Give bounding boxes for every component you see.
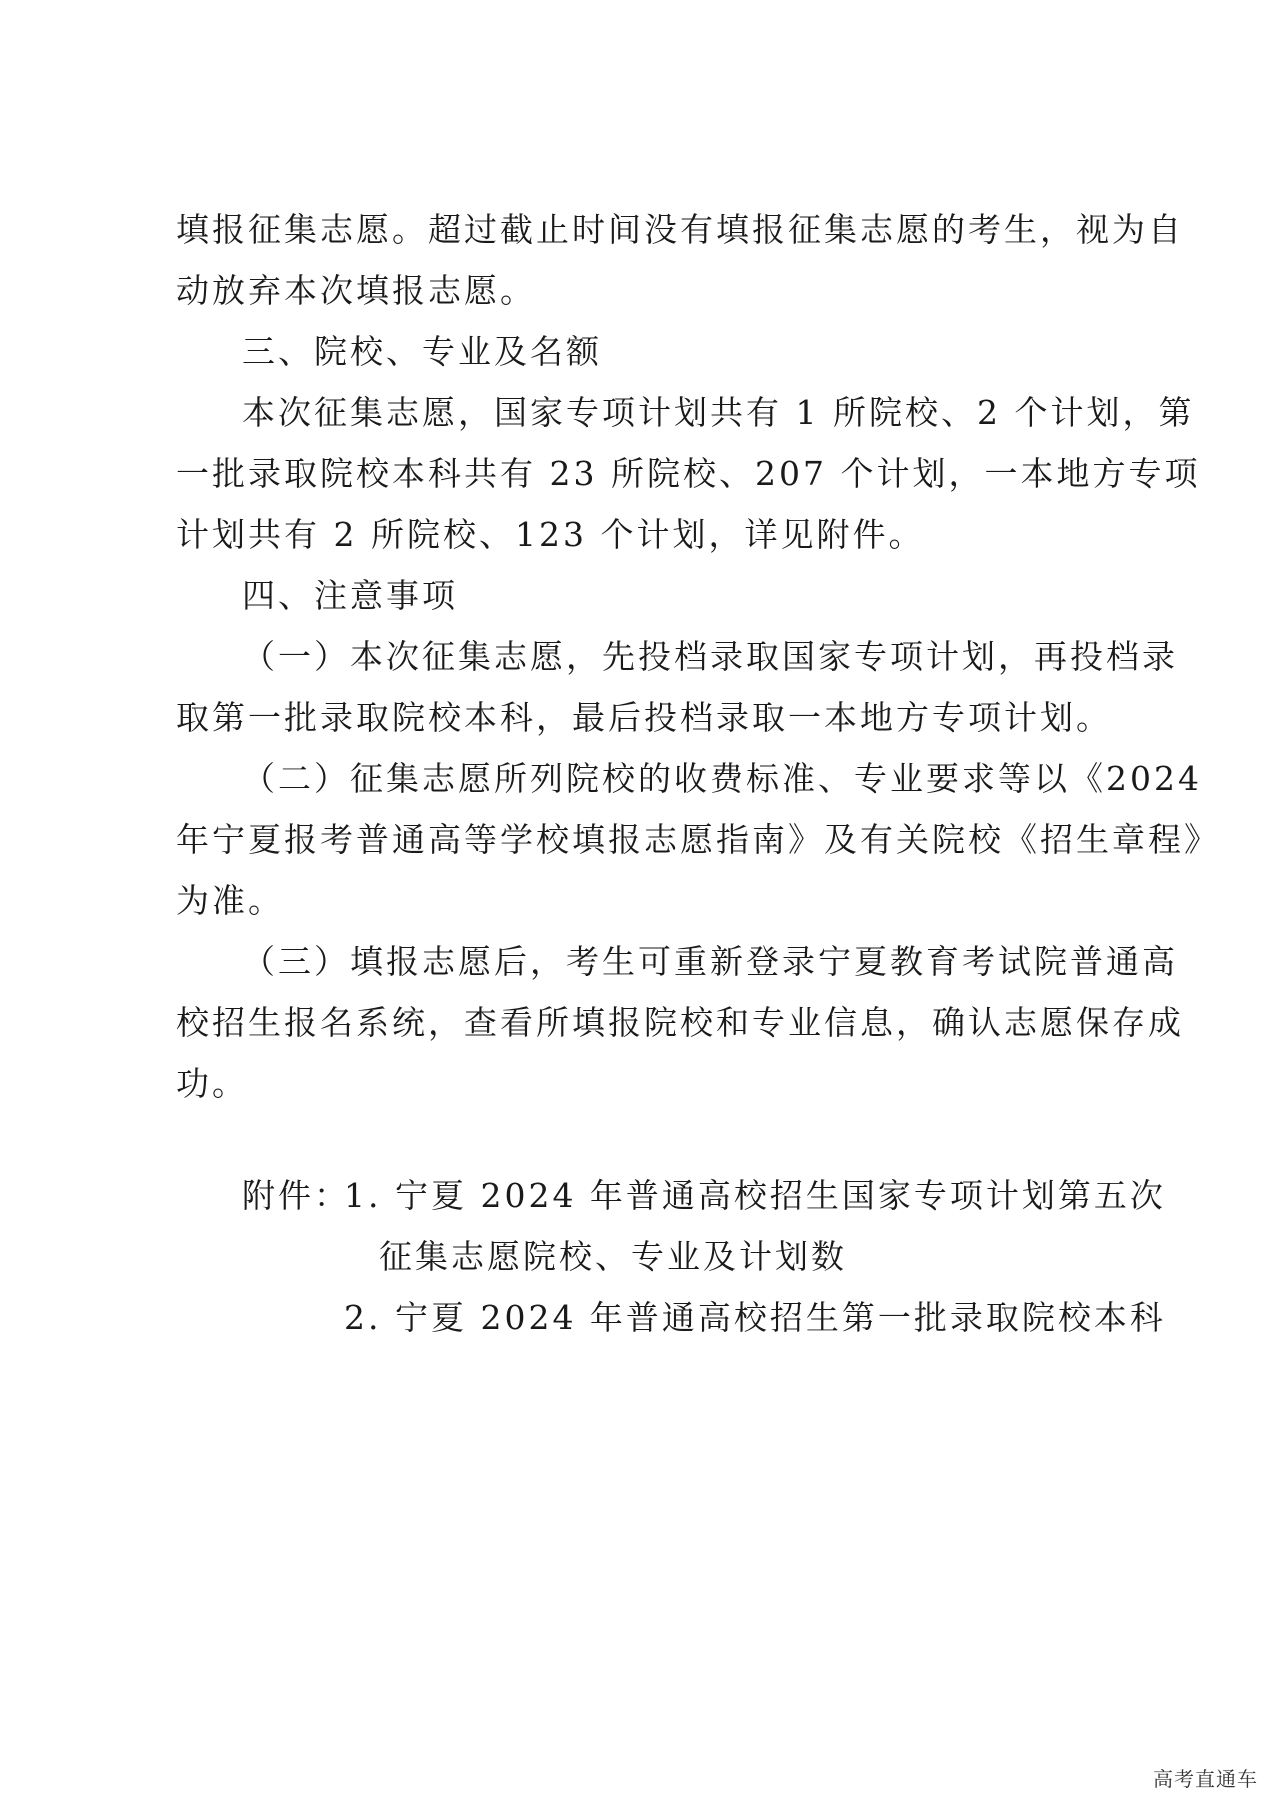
attachment-item: 2. 宁夏 2024 年普通高校招生第一批录取院校本科 <box>344 1298 1166 1337</box>
paragraph-line: 取第一批录取院校本科，最后投档录取一本地方专项计划。 <box>176 698 1112 737</box>
paragraph-line: 校招生报名系统，查看所填报院校和专业信息，确认志愿保存成 <box>176 1003 1184 1042</box>
section-heading: 四、注意事项 <box>242 576 458 615</box>
paragraph-line: 填报征集志愿。超过截止时间没有填报征集志愿的考生，视为自 <box>176 210 1184 249</box>
paragraph-line: 年宁夏报考普通高等学校填报志愿指南》及有关院校《招生章程》 <box>176 820 1220 859</box>
attachment-label: 附件： <box>242 1176 350 1215</box>
paragraph-line: 功。 <box>176 1064 248 1103</box>
paragraph-line: 计划共有 2 所院校、123 个计划，详见附件。 <box>176 515 925 554</box>
watermark: 高考直通车 <box>1153 1767 1258 1791</box>
paragraph-line: 本次征集志愿，国家专项计划共有 1 所院校、2 个计划，第 <box>242 393 1195 432</box>
section-heading: 三、院校、专业及名额 <box>242 332 602 371</box>
attachment-item-continuation: 征集志愿院校、专业及计划数 <box>379 1237 847 1276</box>
paragraph-line: （三）填报志愿后，考生可重新登录宁夏教育考试院普通高 <box>242 942 1178 981</box>
attachment-item: 1. 宁夏 2024 年普通高校招生国家专项计划第五次 <box>344 1176 1166 1215</box>
paragraph-line: 为准。 <box>176 881 284 920</box>
paragraph-line: （一）本次征集志愿，先投档录取国家专项计划，再投档录 <box>242 637 1178 676</box>
paragraph-line: 动放弃本次填报志愿。 <box>176 271 536 310</box>
paragraph-line: 一批录取院校本科共有 23 所院校、207 个计划，一本地方专项 <box>176 454 1201 493</box>
paragraph-line: （二）征集志愿所列院校的收费标准、专业要求等以《2024 <box>242 759 1202 798</box>
